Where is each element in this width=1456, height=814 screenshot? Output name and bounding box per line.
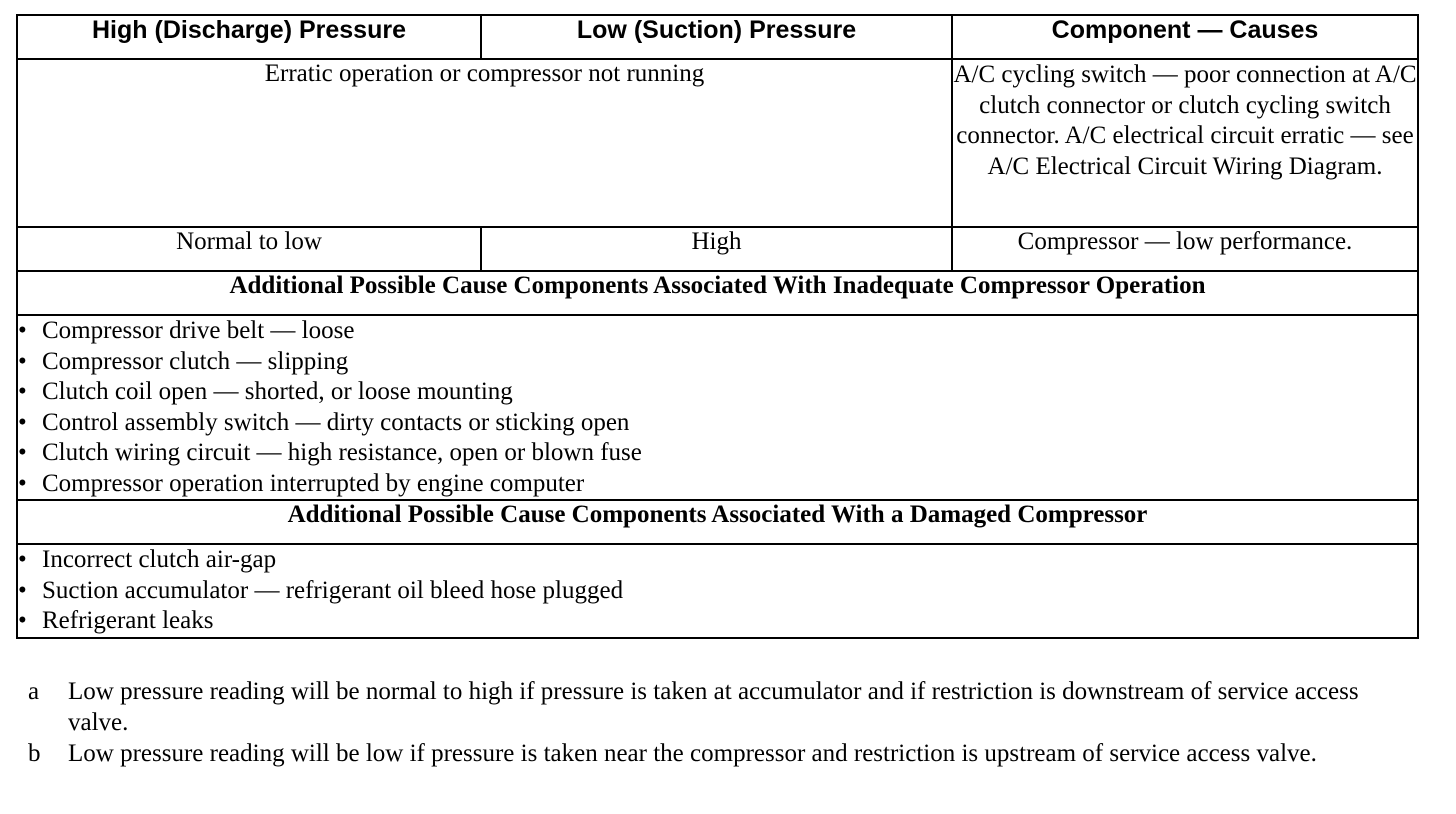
section-list-row [17, 315, 1418, 500]
bullet-list [18, 545, 1417, 637]
bullet-icon: • [18, 546, 27, 573]
list-item-text: Compressor clutch — slipping [42, 347, 349, 375]
list-item-text: Incorrect clutch air-gap [42, 546, 277, 573]
bullet-icon: • [18, 378, 27, 405]
section-header-row [17, 500, 1418, 544]
footnote-text: Low pressure reading will be low if pressure is taken near the compressor and restriction is upstream of service access valve. [68, 740, 1317, 767]
list-item [18, 408, 1417, 439]
header-row [17, 15, 1418, 59]
bullet-icon: • [18, 317, 27, 344]
list-item [18, 545, 1417, 576]
list-item-text: Compressor drive belt — loose [42, 317, 355, 344]
list-item [18, 377, 1417, 408]
cause-cell: A/C cycling switch — poor connection at A/C clutch connector or clutch cycling switch connector. A/C electrical circuit erratic — see A/C Electrical Circuit Wiring Diagram. [952, 59, 1418, 227]
header-component-causes: Component — Causes [952, 15, 1418, 59]
bullet-icon: • [18, 347, 27, 375]
cause-cell: Compressor — low performance. [952, 227, 1418, 271]
section-title-inadequate-operation: Additional Possible Cause Components Associated With Inadequate Compressor Operation [17, 271, 1418, 315]
footnote-marker: b [28, 740, 41, 767]
list-item-text: Clutch coil open — shorted, or loose mounting [42, 378, 513, 405]
header-low-pressure: Low (Suction) Pressure [481, 15, 952, 59]
footnote-text: Low pressure reading will be normal to high if pressure is taken at accumulator and if restriction is downstream of service access valve. [68, 678, 1359, 736]
section-title-damaged-compressor: Additional Possible Cause Components Associated With a Damaged Compressor [17, 500, 1418, 544]
header-high-pressure: High (Discharge) Pressure [17, 15, 481, 59]
section-list-inadequate-operation [17, 315, 1418, 500]
list-item [18, 606, 1417, 637]
diagnosis-table [16, 14, 1419, 639]
list-item [18, 438, 1417, 469]
section-list-damaged-compressor [17, 544, 1418, 638]
symptom-cell: Erratic operation or compressor not running [17, 59, 952, 227]
list-item-text: Refrigerant leaks [42, 607, 214, 634]
footnote-marker: a [28, 678, 40, 705]
list-item-text: Compressor operation interrupted by engine computer [42, 469, 585, 497]
section-list-row [17, 544, 1418, 638]
table-row [17, 59, 1418, 227]
bullet-icon: • [18, 408, 27, 436]
bullet-icon: • [18, 607, 27, 634]
list-item-text: Suction accumulator — refrigerant oil bleed hose plugged [42, 576, 624, 604]
list-item [18, 469, 1417, 500]
footnote-b [28, 738, 1408, 769]
footnotes [28, 676, 1408, 769]
bullet-icon: • [18, 439, 27, 466]
high-pressure-cell: Normal to low [17, 227, 481, 271]
list-item [18, 576, 1417, 607]
bullet-icon: • [18, 576, 27, 604]
footnote-a [28, 676, 1408, 738]
list-item [18, 347, 1417, 378]
section-header-row [17, 271, 1418, 315]
bullet-list [18, 316, 1417, 499]
bullet-icon: • [18, 469, 27, 497]
list-item-text: Control assembly switch — dirty contacts or sticking open [42, 408, 630, 436]
table-row [17, 227, 1418, 271]
list-item [18, 316, 1417, 347]
low-pressure-cell: High [481, 227, 952, 271]
list-item-text: Clutch wiring circuit — high resistance, open or blown fuse [42, 439, 642, 466]
